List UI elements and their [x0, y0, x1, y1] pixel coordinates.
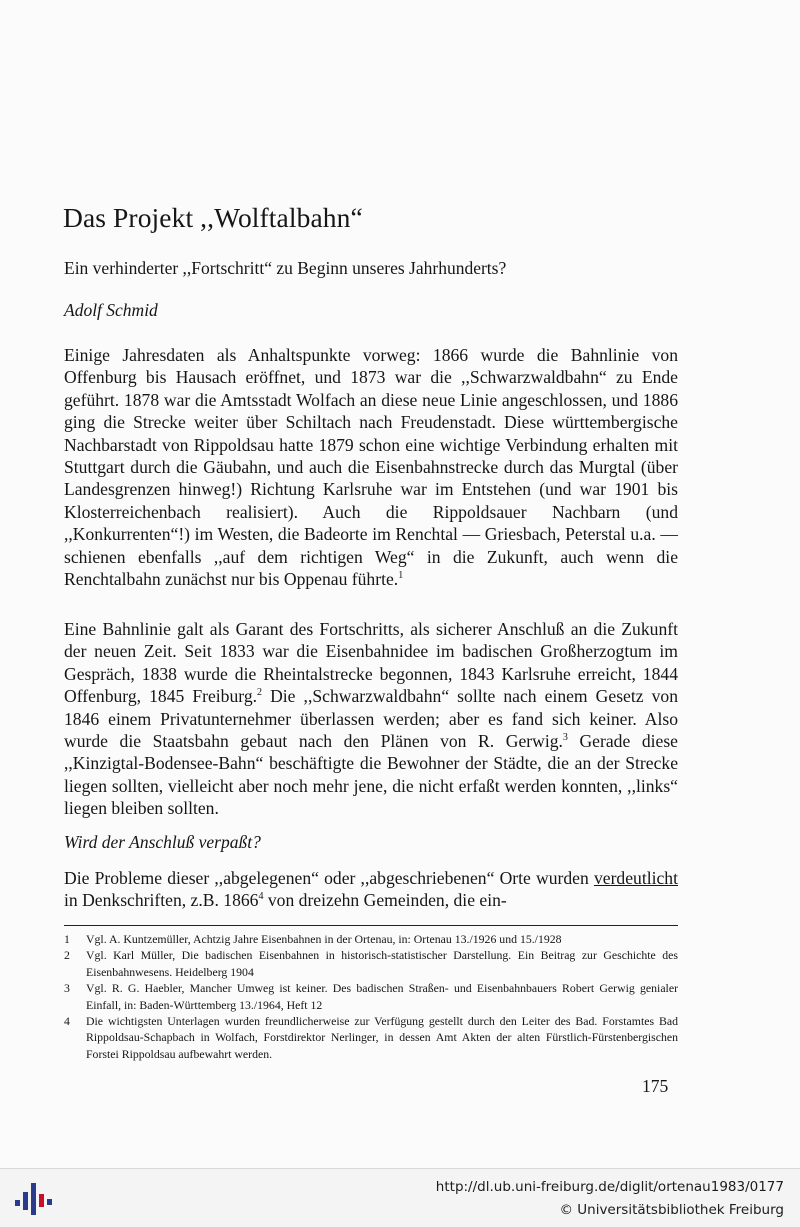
- footnote-text: Vgl. A. Kuntzemüller, Achtzig Jahre Eisenbahnen in der Ortenau, in: Ortenau 13./1926 und 15./1928: [86, 932, 562, 946]
- paragraph-text: Die ,,Schwarzwaldbahn“ sollte nach einem Gesetz von 1846 einem Privatunternehmer überlassen werden; aber es fand sich keiner. Also wurde die Staatsbahn gebaut nach den Plänen von R. Gerwig.: [64, 686, 678, 752]
- footnote-divider: [64, 925, 678, 926]
- paragraph-text: Gerade diese ,,Kinzigtal-Bodensee-Bahn“ beschäftigte die Bewohner der Städte, die an der Strecke liegen sollten, vielleicht aber noch mehr jene, die nicht erfaßt werden konnten, ,,links“ liegen bleiben sollten.: [64, 731, 678, 819]
- footnote-number: 3: [64, 981, 70, 996]
- footnote-ref-2: 2: [257, 687, 263, 699]
- logo-bar: [47, 1199, 52, 1205]
- footnote-number: 1: [64, 932, 70, 946]
- footnote-ref-1: 1: [398, 570, 404, 582]
- article-title: Das Projekt ,,Wolftalbahn“: [63, 202, 363, 233]
- source-url-link[interactable]: http://dl.ub.uni-freiburg.de/diglit/ortenau1983/0177: [435, 1179, 784, 1195]
- body-paragraph-2: [64, 618, 678, 820]
- article-author: Adolf Schmid: [64, 300, 158, 320]
- paragraph-text: Die Probleme dieser ,,abgelegenen“ oder ,,abgeschriebenen“ Orte wurden: [64, 868, 594, 888]
- page-number: 175: [642, 1076, 669, 1096]
- section-heading: Wird der Anschluß verpaßt?: [64, 832, 261, 852]
- footnote-number: 4: [64, 1014, 70, 1029]
- paragraph-text: von dreizehn Gemeinden, die ein-: [263, 890, 507, 911]
- footnote-item: [64, 980, 678, 1013]
- logo-bar: [31, 1183, 36, 1215]
- logo-bar: [23, 1192, 28, 1210]
- footnote-item: [64, 1013, 678, 1062]
- footnote-number: 2: [64, 948, 70, 963]
- logo-bar: [15, 1200, 20, 1206]
- ub-freiburg-logo-icon[interactable]: [12, 1178, 56, 1218]
- paragraph-text: Einige Jahresdaten als Anhaltspunkte vorweg: 1866 wurde die Bahnlinie von Offenburg bis Hausach eröffnet, und 1873 war die ,,Schwarzwaldbahn“ zu Ende geführt. 1878 war die Amtsstadt Wolfach an diese neue Linie angeschlossen, und 1886 ging die Strecke weiter über Schiltach nach Freudenstadt. Diese württembergische Nachbarstadt von Rippoldsau hatte 1879 schon eine wichtige Verbindung erhalten mit Stuttgart durch die Gäubahn, und auch die Eisenbahnstrecke durch das Murgtal (über Landesgrenzen hinweg!) Richtung Karlsruhe war im Entstehen (und war 1901 bis Klosterreichenbach realisiert). Auch die Rippoldsauer Nachbarn (und ,,Konkurrenten“!) im Westen, die Badeorte im Renchtal — Griesbach, Peterstal u.a. — schienen ebenfalls ,,auf dem richtigen Weg“ in die Zukunft, auch wenn die Renchtalbahn zunächst nur bis Oppenau führte.: [64, 345, 678, 590]
- underlined-word: verdeutlicht: [593, 868, 678, 888]
- footnote-item: [64, 931, 678, 947]
- footnote-text: Vgl. Karl Müller, Die badischen Eisenbahnen in historisch-statistischer Darstellung. Ein Beitrag zur Geschichte des Eisenbahnwesens. Heidelberg 1904: [86, 948, 678, 979]
- logo-bar: [39, 1194, 44, 1207]
- copyright-notice: © Universitätsbibliothek Freiburg: [559, 1202, 784, 1218]
- body-paragraph-3: [64, 867, 678, 912]
- footnote-text: Die wichtigsten Unterlagen wurden freundlicherweise zur Verfügung gestellt durch den Leiter des Bad. Forstamtes Bad Rippoldsau-Schapbach in Wolfach, Forstdirektor Nerlinger, in dessen Amt Akten der alten Fürstlich-Fürstenbergischen Forstei Rippoldsau aufbewahrt werden.: [86, 1014, 678, 1061]
- footnote-item: [64, 947, 678, 980]
- footnote-text: Vgl. R. G. Haebler, Mancher Umweg ist keiner. Des badischen Straßen- und Eisenbahnbauers Robert Gerwig genialer Einfall, in: Baden-Württemberg 13./1964, Heft 12: [86, 981, 678, 1012]
- paragraph-text: Eine Bahnlinie galt als Garant des Fortschritts, als sicherer Anschluß an die Zukunft der neuen Zeit. Seit 1833 war die Eisenbahnidee im badischen Großherzogtum im Gespräch, 1838 wurde die Rheintalstrecke begonnen, 1843 Karlsruhe erreicht, 1844 Offenburg, 1845 Freiburg.: [64, 619, 678, 707]
- paragraph-text: in Denkschriften, z.B. 1866: [64, 890, 259, 911]
- article-subtitle: Ein verhinderter ,,Fortschritt“ zu Beginn unseres Jahrhunderts?: [64, 258, 507, 278]
- footnotes-list: [64, 931, 678, 1062]
- footnote-ref-3: 3: [562, 732, 568, 744]
- body-paragraph-1: [64, 344, 678, 590]
- footnote-ref-4: 4: [258, 891, 264, 903]
- digitization-footer: [0, 1168, 800, 1227]
